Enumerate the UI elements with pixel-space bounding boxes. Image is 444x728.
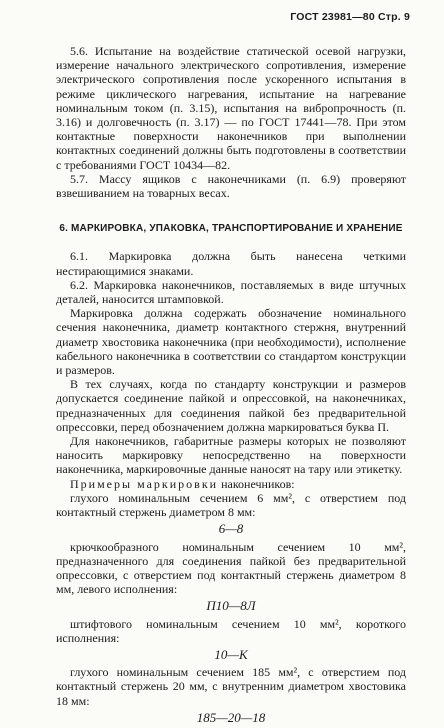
paragraph-6-1: 6.1. Маркировка должна быть нанесена четкими нестирающимися знаками. (56, 249, 406, 278)
paragraph-5-7: 5.7. Массу ящиков с наконечниками (п. 6.9) проверяют взвешиванием на товарных весах. (56, 171, 406, 201)
example-2-marking: П10—8Л (206, 598, 256, 614)
example-3-marking: 10—К (214, 646, 248, 662)
page-body (56, 44, 406, 728)
paragraph-marking-small-tips: Для наконечников, габаритные размеры которых не позволяют наносить маркировку непосредственно на поверхности наконечника, маркировочные данные наносят на тару или этикетку. (56, 434, 406, 477)
example-4-text: глухого номинальным сечением 185 мм², с отверстием под контактный стержень 20 мм, с внутренним диаметром хвостовика 18 мм: (56, 665, 406, 708)
example-1-marking: 6—8 (218, 521, 244, 537)
page-header: ГОСТ 23981—80 Стр. 9 (290, 11, 410, 23)
examples-intro-spaced: Примеры маркировки (70, 476, 219, 491)
paragraph-marking-content: Маркировка должна содержать обозначение номинального сечения наконечника, диаметр контактного стержня, внутренний диаметр хвостовика наконечника (при необходимости), исполнение кабельного наконечника в соответствии со стандартом конструкции и размеров. (56, 306, 406, 378)
examples-intro (56, 477, 406, 491)
paragraph-6-2: 6.2. Маркировка наконечников, поставляемых в виде штучных деталей, наносится штамповкой. (56, 277, 406, 307)
paragraph-5-6: 5.6. Испытание на воздействие статической осевой нагрузки, измерение начального электрического сопротивления, измерение электрического сопротивления после ускоренного испытания в режиме циклического нагревания, испытание на нагревание номинальным током (п. 3.15), испытания на вибропрочность (п. 3.16) и долговечность (п. 3.17) — по ГОСТ 17441—78. При этом контактные поверхности наконечников при выполнении контактных соединений должны быть подготовлены в соответствии с требованиями ГОСТ 10434—82. (56, 44, 406, 172)
example-1-text: глухого номинальным сечением 6 мм², с отверстием под контактный стержень диаметром 8 мм: (56, 490, 406, 520)
example-2-text: крючкообразного номинальным сечением 10 мм², предназначенного для соединения пайкой без предварительной опрессовки, с отверстием под контактный стержень диаметром 8 мм, левого исполнения: (56, 539, 406, 597)
section-heading: 6. МАРКИРОВКА, УПАКОВКА, ТРАНСПОРТИРОВАНИЕ И ХРАНЕНИЕ (59, 223, 403, 235)
example-3-text: штифтового номинальным сечением 10 мм², короткого исполнения: (56, 616, 406, 645)
example-4-marking: 185—20—18 (196, 709, 266, 725)
examples-intro-rest: наконечников: (218, 476, 295, 491)
paragraph-marking-cases: В тех случаях, когда по стандарту конструкции и размеров допускается соединение пайкой и опрессовкой, на наконечниках, предназначенных для соединения пайкой без предварительной опрессовки, перед обозначением должна маркироваться буква П. (56, 377, 406, 434)
